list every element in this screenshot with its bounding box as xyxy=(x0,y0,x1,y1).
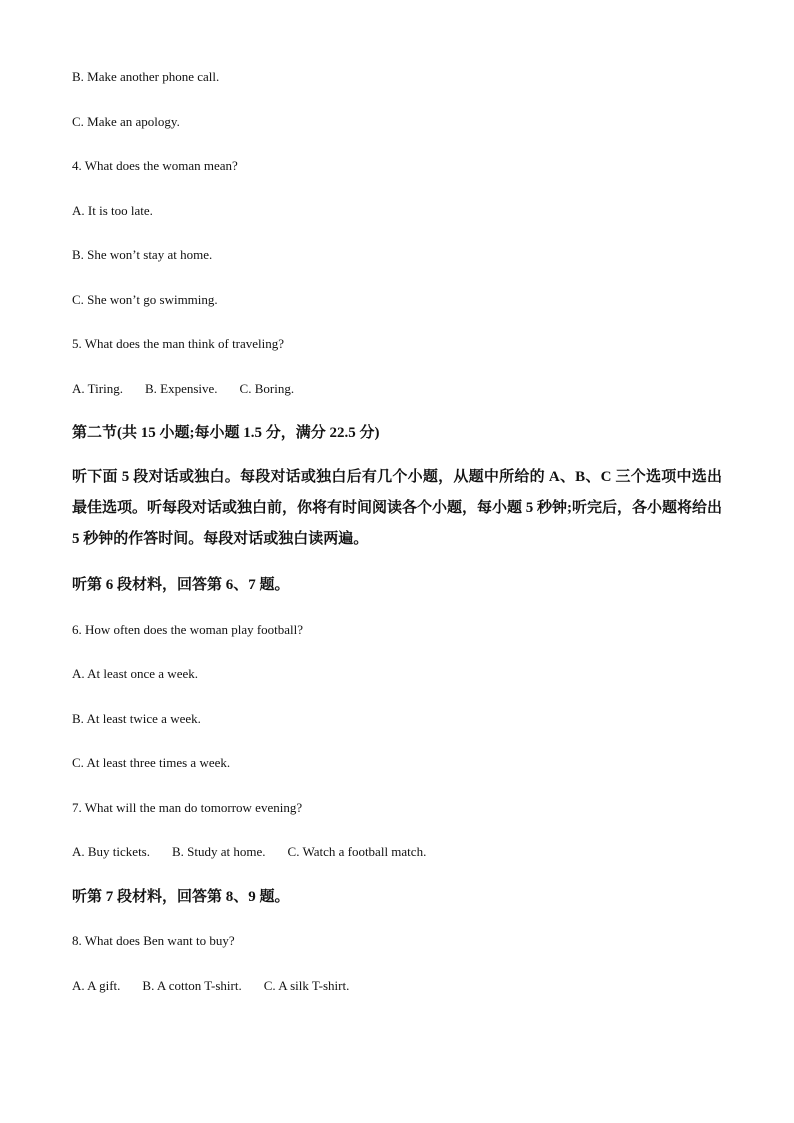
q4-question: 4. What does the woman mean? xyxy=(72,158,238,173)
q7-options xyxy=(72,844,426,860)
q8-option-c: C. A silk T-shirt. xyxy=(263,978,350,993)
q4-option-a: A. It is too late. xyxy=(72,203,153,218)
q7-option-b: B. Study at home. xyxy=(172,844,266,859)
q3-option-c: C. Make an apology. xyxy=(72,114,180,129)
q8-option-a: A. A gift. xyxy=(72,978,121,993)
q6-question: 6. How often does the woman play football? xyxy=(72,622,304,637)
q5-option-c: C. Boring. xyxy=(239,381,295,396)
section-instructions: 听下面 5 段对话或独白。每段对话或独白后有几个小题，从题中所给的 A、B、C 三个选项中选出最佳选项。听每段对话或独白前，你将有时间阅读各个小题，每小题 5 秒钟;听完后，各小题将给出 5 秒钟的作答时间。每段对话或独白读两遍。 xyxy=(72,469,722,547)
q8-option-b: B. A cotton T-shirt. xyxy=(142,978,242,993)
q5-question: 5. What does the man think of traveling? xyxy=(72,336,285,351)
q5-options xyxy=(72,381,294,397)
q5-option-a: A. Tiring. xyxy=(72,381,123,396)
q6-option-a: A. At least once a week. xyxy=(72,666,198,681)
section-title: 第二节(共 15 小题;每小题 1.5 分，满分 22.5 分) xyxy=(72,425,380,441)
q6-option-c: C. At least three times a week. xyxy=(72,755,231,770)
q4-option-c: C. She won’t go swimming. xyxy=(72,292,218,307)
q7-option-c: C. Watch a football match. xyxy=(287,844,427,859)
q3-option-b: B. Make another phone call. xyxy=(72,69,220,84)
q6-option-b: B. At least twice a week. xyxy=(72,711,201,726)
material-6-heading: 听第 6 段材料，回答第 6、7 题。 xyxy=(72,577,290,593)
q7-option-a: A. Buy tickets. xyxy=(72,844,150,859)
q4-option-b: B. She won’t stay at home. xyxy=(72,247,213,262)
q8-options xyxy=(72,978,349,994)
q8-question: 8. What does Ben want to buy? xyxy=(72,933,235,948)
material-7-heading: 听第 7 段材料，回答第 8、9 题。 xyxy=(72,889,290,905)
q5-option-b: B. Expensive. xyxy=(144,381,218,396)
q7-question: 7. What will the man do tomorrow evening? xyxy=(72,800,303,815)
